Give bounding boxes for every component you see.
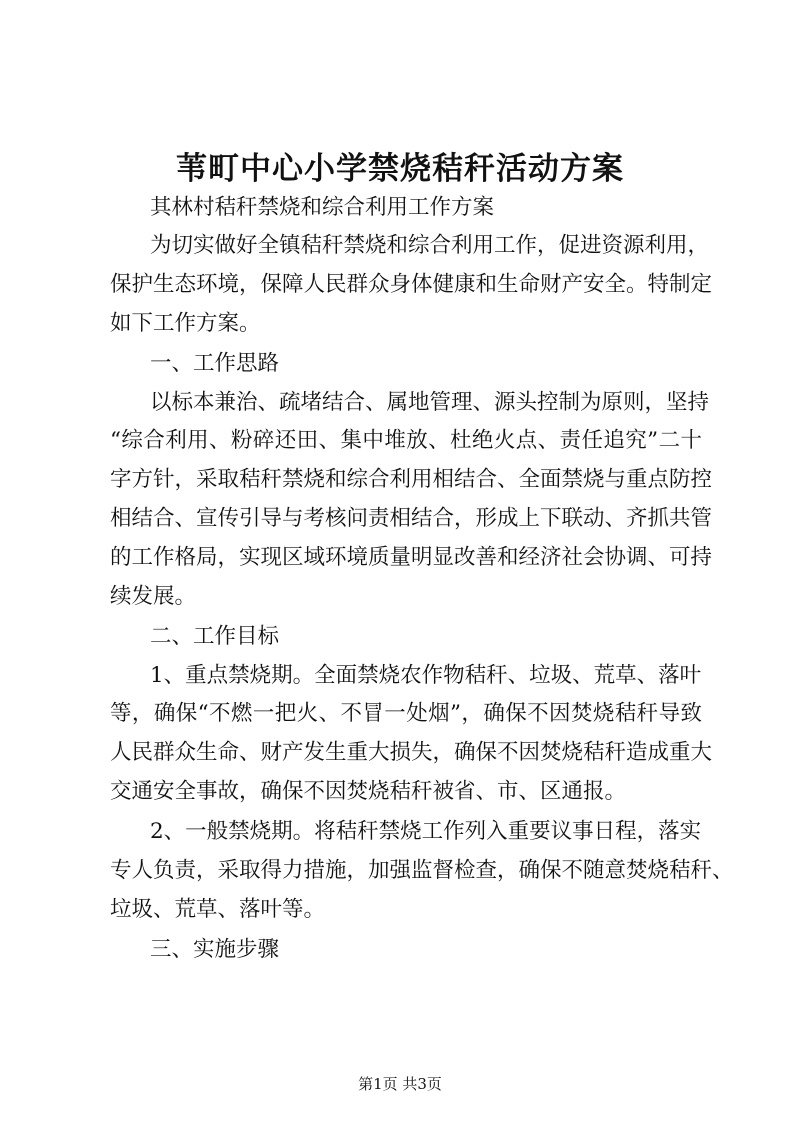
- paragraph-line: 以标本兼治、疏堵结合、属地管理、源头控制为原则，坚持: [150, 390, 710, 415]
- section-heading: 二、工作目标: [150, 624, 280, 649]
- paragraph-line: 保护生态环境，保障人民群众身体健康和生命财产安全。特制定: [110, 272, 713, 297]
- paragraph-line: 为切实做好全镇秸秆禁烧和综合利用工作，促进资源利用，: [150, 233, 710, 258]
- paragraph-line: 专人负责，采取得力措施，加强监督检查，确保不随意焚烧秸秆、: [110, 858, 734, 883]
- paragraph-line: 如下工作方案。: [110, 311, 261, 336]
- paragraph-line: 1、重点禁烧期。全面禁烧农作物秸秆、垃圾、荒草、落叶: [150, 663, 702, 688]
- page-footer: 第1页 共3页: [358, 1075, 442, 1093]
- paragraph-line: 续发展。: [110, 584, 197, 609]
- document-title: 苇町中心小学禁烧秸秆活动方案: [176, 151, 624, 187]
- paragraph-line: 交通安全事故，确保不因焚烧秸秆被省、市、区通报。: [110, 779, 627, 804]
- paragraph-line: 人民群众生命、财产发生重大损失，确保不因焚烧秸秆造成重大: [110, 740, 713, 765]
- paragraph-line: “综合利用、粉碎还田、集中堆放、杜绝火点、责任追究”二十: [110, 428, 702, 453]
- section-heading: 一、工作思路: [150, 351, 280, 376]
- paragraph-line: 等，确保“不燃一把火、不冒一处烟”，确保不因焚烧秸秆导致: [110, 701, 702, 726]
- paragraph-line: 相结合、宣传引导与考核问责相结合，形成上下联动、齐抓共管: [110, 506, 713, 531]
- paragraph-line: 2、一般禁烧期。将秸秆禁烧工作列入重要议事日程，落实: [150, 819, 702, 844]
- paragraph-line: 垃圾、荒草、落叶等。: [110, 897, 326, 922]
- subtitle-line: 其林村秸秆禁烧和综合利用工作方案: [150, 195, 495, 220]
- paragraph-line: 字方针，采取秸秆禁烧和综合利用相结合、全面禁烧与重点防控: [110, 467, 713, 492]
- paragraph-line: 的工作格局，实现区域环境质量明显改善和经济社会协调、可持: [110, 545, 713, 570]
- section-heading: 三、实施步骤: [150, 937, 280, 962]
